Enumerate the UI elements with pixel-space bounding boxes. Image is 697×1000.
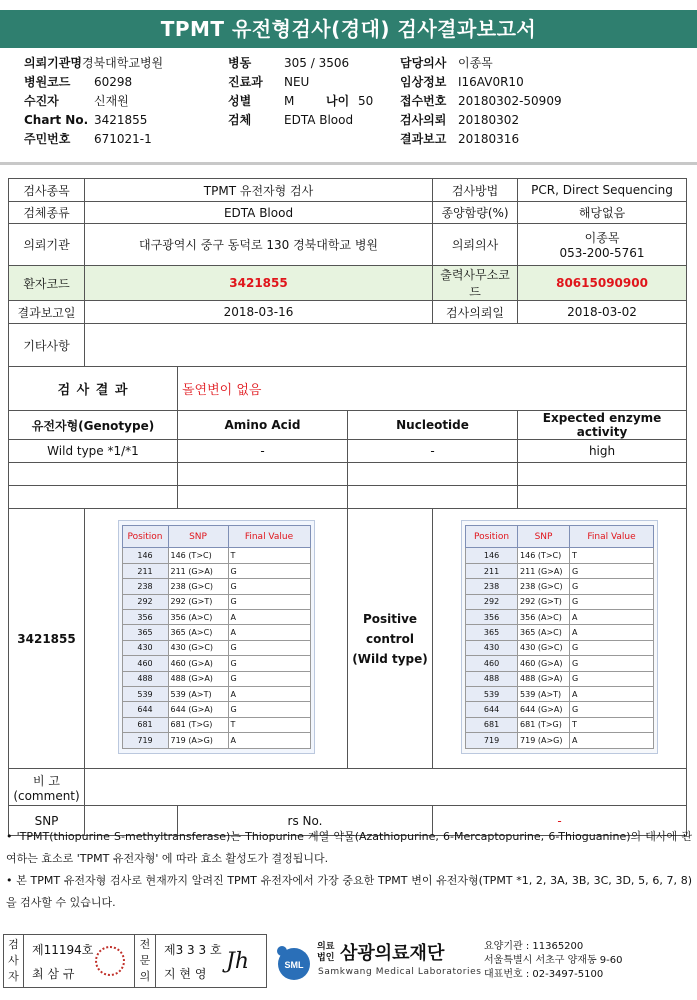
- snp-val-cell: A: [570, 610, 654, 625]
- snp-snp-cell: 460 (G>A): [168, 656, 228, 671]
- snp-snp-cell: 681 (T>G): [168, 717, 228, 732]
- label-cell: 검사방법: [433, 179, 518, 202]
- snp-row: [466, 656, 654, 671]
- snp-row: [466, 563, 654, 578]
- snp-pos-cell: 146: [122, 548, 168, 563]
- snp-pos-cell: 430: [122, 640, 168, 655]
- org-name: 삼광의료재단: [340, 943, 445, 964]
- tester-label: 검 사 자: [4, 935, 24, 987]
- snp-value: -: [433, 806, 687, 836]
- snp-pos-cell: 292: [122, 594, 168, 609]
- snp-snp-cell: 146 (T>C): [518, 548, 570, 563]
- value-cell: 대구광역시 중구 동덕로 130 경북대학교 병원: [85, 224, 433, 266]
- snp-pos-cell: 488: [122, 671, 168, 686]
- snp-row: [122, 656, 310, 671]
- snp-val-cell: G: [570, 671, 654, 686]
- snp-snp-cell: 356 (A>C): [518, 610, 570, 625]
- snp-pos-cell: 146: [466, 548, 518, 563]
- genotype-row: [9, 440, 687, 463]
- seal-stamp-icon: [95, 946, 125, 976]
- org-contact: 요양기관 : 11365200 서울특별시 서초구 양재동 9-60 대표번호 : 02-3497-5100: [484, 941, 623, 980]
- snp-pos-cell: 644: [122, 702, 168, 717]
- snp-snp-cell: 719 (A>G): [168, 733, 228, 748]
- snp-pos-cell: 356: [122, 610, 168, 625]
- activity-cell: high: [518, 440, 687, 463]
- header-row: 의뢰기관명경북대학교병원: [24, 56, 164, 70]
- snp-pos-cell: 238: [466, 579, 518, 594]
- comment-label: 비 고 (comment): [9, 769, 85, 806]
- snp-pos-cell: 430: [466, 640, 518, 655]
- snp-snp-cell: 488 (G>A): [518, 671, 570, 686]
- label-cell: 환자코드: [9, 266, 85, 301]
- snp-val-cell: G: [570, 563, 654, 578]
- snp-val-cell: G: [228, 702, 310, 717]
- control-snp-panel: [461, 520, 658, 753]
- header-row: 접수번호 20180302-50909: [400, 94, 562, 108]
- sml-logo-icon: [272, 942, 312, 982]
- snp-snp-cell: 146 (T>C): [168, 548, 228, 563]
- snp-val-cell: A: [228, 625, 310, 640]
- genotype-row: [9, 463, 687, 486]
- snp-row: [466, 640, 654, 655]
- column-header: Amino Acid: [178, 411, 348, 440]
- snp-pos-cell: 211: [466, 563, 518, 578]
- snp-snp-cell: 430 (G>C): [168, 640, 228, 655]
- header-row: Chart No. 3421855: [24, 113, 148, 127]
- doctor-cell: [518, 224, 687, 266]
- reviewer-label: 전 문 의: [134, 935, 156, 987]
- header-info: [24, 54, 684, 150]
- snp-snp-cell: 365 (A>C): [518, 625, 570, 640]
- doctor-phone: 053-200-5761: [559, 246, 645, 260]
- snp-row: [122, 563, 310, 578]
- table-row: [9, 202, 687, 224]
- column-header: Expected enzyme activity: [518, 411, 687, 440]
- snp-snp-cell: 539 (A>T): [168, 686, 228, 701]
- organization-logo: [270, 934, 697, 990]
- snp-snp-cell: 292 (G>T): [518, 594, 570, 609]
- snp-pos-cell: 211: [122, 563, 168, 578]
- label-cell: 검체종류: [9, 202, 85, 224]
- snp-val-cell: G: [228, 656, 310, 671]
- sample-label: 3421855: [9, 509, 85, 769]
- value-cell: EDTA Blood: [85, 202, 433, 224]
- snp-header: Position: [122, 526, 168, 548]
- snp-header: Final Value: [228, 526, 310, 548]
- snp-row: [466, 686, 654, 701]
- table-row: [9, 266, 687, 301]
- tester-id: 제11194호: [32, 943, 94, 957]
- snp-pos-cell: 365: [466, 625, 518, 640]
- snp-val-cell: G: [228, 579, 310, 594]
- header-row: 병동 305 / 3506: [228, 56, 350, 70]
- doctor-name: 이종목: [584, 231, 620, 245]
- snp-pos-cell: 238: [122, 579, 168, 594]
- header-row: 검사의뢰 20180302: [400, 113, 520, 127]
- table-row: [9, 179, 687, 202]
- snp-row: [466, 733, 654, 748]
- snp-snp-cell: 539 (A>T): [518, 686, 570, 701]
- header-row: 주민번호 671021-1: [24, 132, 152, 146]
- result-label: 검 사 결 과: [9, 367, 178, 411]
- snp-row: [466, 717, 654, 732]
- other-notes: [85, 324, 687, 367]
- sample-snp-cell: [85, 509, 348, 769]
- column-header: 유전자형(Genotype): [9, 411, 178, 440]
- label-cell: 의뢰기관: [9, 224, 85, 266]
- header-col-2: [228, 54, 398, 130]
- snp-row: [466, 594, 654, 609]
- snp-snp-cell: 211 (G>A): [168, 563, 228, 578]
- rs-label: rs No.: [178, 806, 433, 836]
- snp-snp-cell: 238 (G>C): [518, 579, 570, 594]
- value-cell: PCR, Direct Sequencing: [518, 179, 687, 202]
- control-label: Positive control (Wild type): [348, 509, 433, 769]
- reviewer-name: 지 현 영: [164, 967, 207, 981]
- table-row: [9, 301, 687, 324]
- nucleotide-cell: -: [348, 440, 518, 463]
- snp-row: [466, 548, 654, 563]
- snp-snp-cell: 460 (G>A): [518, 656, 570, 671]
- snp-row: [122, 686, 310, 701]
- snp-header-row: [466, 526, 654, 548]
- table-row: [9, 224, 687, 266]
- snp-header-row: [122, 526, 310, 548]
- snp-row: [466, 610, 654, 625]
- header-col-1: [24, 54, 224, 149]
- sample-snp-panel: [118, 520, 315, 753]
- snp-row: [466, 702, 654, 717]
- label-cell: 검사종목: [9, 179, 85, 202]
- snp-val-cell: G: [228, 671, 310, 686]
- value-cell: TPMT 유전자형 검사: [85, 179, 433, 202]
- snp-pos-cell: 719: [466, 733, 518, 748]
- header-row: 담당의사 이종목: [400, 56, 493, 70]
- snp-val-cell: T: [570, 548, 654, 563]
- snp-val-cell: A: [228, 686, 310, 701]
- comment-row: [9, 769, 687, 806]
- request-date: 2018-03-02: [518, 301, 687, 324]
- header-divider: [0, 162, 697, 165]
- genotype-cell: Wild type *1/*1: [9, 440, 178, 463]
- snp-row: [122, 702, 310, 717]
- label-cell: 결과보고일: [9, 301, 85, 324]
- snp-val-cell: G: [228, 594, 310, 609]
- snp-val-cell: G: [570, 640, 654, 655]
- snp-val-cell: T: [570, 717, 654, 732]
- snp-val-cell: A: [570, 686, 654, 701]
- snp-snp-cell: 644 (G>A): [518, 702, 570, 717]
- sample-snp-table: [122, 525, 311, 748]
- label-cell: 의뢰의사: [433, 224, 518, 266]
- snp-pos-cell: 356: [466, 610, 518, 625]
- label-cell: 출력사무소코드: [433, 266, 518, 301]
- snp-snp-cell: 238 (G>C): [168, 579, 228, 594]
- snp-snp-cell: 430 (G>C): [518, 640, 570, 655]
- snp-pos-cell: 539: [466, 686, 518, 701]
- header-col-3: [400, 54, 684, 149]
- column-header: Nucleotide: [348, 411, 518, 440]
- snp-val-cell: G: [228, 640, 310, 655]
- snp-val-cell: A: [570, 733, 654, 748]
- org-english: Samkwang Medical Laboratories: [318, 967, 482, 977]
- snp-label: SNP: [9, 806, 85, 836]
- label-cell: 검사의뢰일: [433, 301, 518, 324]
- snp-panel-row: [9, 509, 687, 769]
- snp-pos-cell: 539: [122, 686, 168, 701]
- snp-val-cell: A: [228, 733, 310, 748]
- reviewer-id: 제3 3 3 호: [164, 943, 222, 957]
- snp-row: [466, 579, 654, 594]
- snp-header: Final Value: [570, 526, 654, 548]
- header-row: 검체 EDTA Blood: [228, 113, 354, 127]
- snp-val-cell: G: [570, 594, 654, 609]
- label-cell: 기타사항: [9, 324, 85, 367]
- snp-pos-cell: 460: [466, 656, 518, 671]
- snp-row: [466, 671, 654, 686]
- snp-row: [122, 610, 310, 625]
- snp-snp-cell: 365 (A>C): [168, 625, 228, 640]
- control-snp-cell: [433, 509, 687, 769]
- snp-val-cell: T: [228, 548, 310, 563]
- report-table: [8, 178, 687, 836]
- snp-row: [122, 579, 310, 594]
- label-cell: 종양함량(%): [433, 202, 518, 224]
- snp-snp-cell: 211 (G>A): [518, 563, 570, 578]
- signature: Jh: [226, 949, 249, 974]
- snp-header: Position: [466, 526, 518, 548]
- snp-pos-cell: 292: [466, 594, 518, 609]
- snp-snp-cell: 292 (G>T): [168, 594, 228, 609]
- snp-pos-cell: 681: [122, 717, 168, 732]
- snp-pos-cell: 460: [122, 656, 168, 671]
- table-row: [9, 324, 687, 367]
- snp-row: [122, 548, 310, 563]
- amino-cell: -: [178, 440, 348, 463]
- snp-row: [122, 733, 310, 748]
- snp-val-cell: G: [570, 579, 654, 594]
- snp-snp-cell: 681 (T>G): [518, 717, 570, 732]
- patient-code: 3421855: [85, 266, 433, 301]
- note-item: • 'TPMT(thiopurine S-methyltransferase)는 Thiopurine 계열 약물(Azathiopurine, 6-Mercaptopurine, 6-Thioguanine)의 대사에 관여하는 효소로 'TPMT 유전자형' 에 따라 효소 활성도가 결정됩니다.: [6, 830, 692, 865]
- snp-val-cell: A: [570, 625, 654, 640]
- report-title: TPMT 유전형검사(경대) 검사결과보고서: [0, 10, 697, 48]
- snp-pos-cell: 644: [466, 702, 518, 717]
- snp-snp-cell: 488 (G>A): [168, 671, 228, 686]
- signature-box: [3, 934, 267, 988]
- snp-val-cell: A: [228, 610, 310, 625]
- snp-val-cell: G: [570, 702, 654, 717]
- header-row: 병원코드 60298: [24, 75, 133, 89]
- header-row: 수진자 신재원: [24, 94, 129, 108]
- report-date: 2018-03-16: [85, 301, 433, 324]
- snp-row: [122, 717, 310, 732]
- office-code: 80615090900: [518, 266, 687, 301]
- snp-row: [122, 594, 310, 609]
- snp-header: SNP: [168, 526, 228, 548]
- header-row: 진료과 NEU: [228, 75, 310, 89]
- snp-row: [122, 640, 310, 655]
- comment-value: [85, 769, 687, 806]
- control-snp-table: [465, 525, 654, 748]
- snp-pos-cell: 681: [466, 717, 518, 732]
- value-cell: 해당없음: [518, 202, 687, 224]
- note-item: • 본 TPMT 유전자형 검사로 현재까지 알려진 TPMT 유전자에서 가장 중요한 TPMT 변이 유전자형(TPMT *1, 2, 3A, 3B, 3C, 3D, 5, 6, 7, 8)을 검사할 수 있습니다.: [6, 874, 692, 909]
- result-value: 돌연변이 없음: [178, 367, 687, 411]
- snp-val-cell: G: [228, 563, 310, 578]
- notes: [6, 826, 692, 914]
- header-row: 성별 M 나이 50: [228, 94, 374, 108]
- snp-pos-cell: 365: [122, 625, 168, 640]
- snp-row: [122, 671, 310, 686]
- snp-val-cell: T: [228, 717, 310, 732]
- header-row: 임상정보 I16AV0R10: [400, 75, 524, 89]
- logo-text: SML: [284, 960, 304, 970]
- snp-row: [122, 625, 310, 640]
- genotype-row: [9, 486, 687, 509]
- snp-val-cell: G: [570, 656, 654, 671]
- header-row: 결과보고 20180316: [400, 132, 520, 146]
- snp-snp-cell: 644 (G>A): [168, 702, 228, 717]
- snp-header: SNP: [518, 526, 570, 548]
- snp-pos-cell: 488: [466, 671, 518, 686]
- result-row: [9, 367, 687, 411]
- tester-name: 최 삼 규: [32, 967, 75, 981]
- snp-snp-cell: 356 (A>C): [168, 610, 228, 625]
- org-prefix: 의료 법인: [317, 942, 335, 963]
- genotype-header-row: [9, 411, 687, 440]
- snp-row: [466, 625, 654, 640]
- snp-pos-cell: 719: [122, 733, 168, 748]
- snp-snp-cell: 719 (A>G): [518, 733, 570, 748]
